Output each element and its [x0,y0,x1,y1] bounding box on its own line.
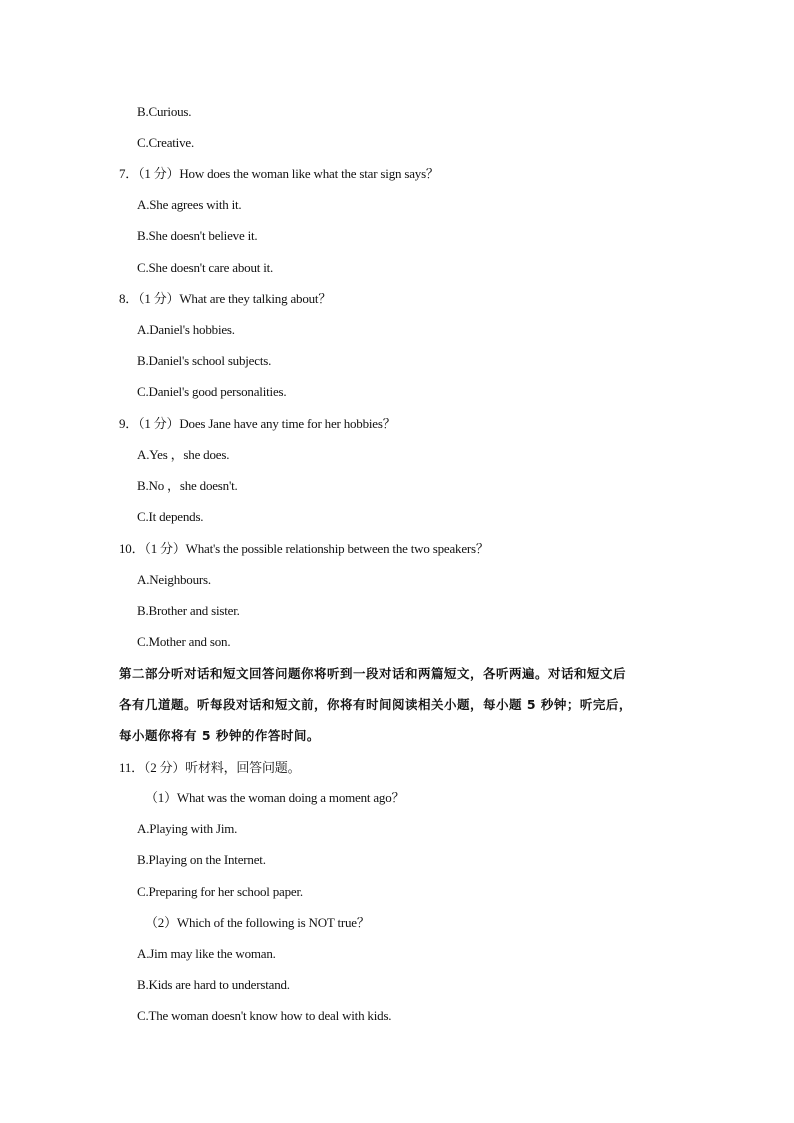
q11-sub2-option-a: A.Jim may like the woman. [137,946,276,961]
section2-instructions [119,658,679,751]
q8-option-c: C.Daniel's good personalities. [137,384,287,399]
q11-stem: 11．（2 分）听材料，回答问题。 [119,760,301,775]
q11-sub1-option-c: C.Preparing for her school paper. [137,884,303,899]
q11-sub2-option-b: B.Kids are hard to understand. [137,977,290,992]
q11-sub1-stem: （1）What was the woman doing a moment ago？ [145,790,405,805]
q9-option-c: C.It depends. [137,509,204,524]
q6-option-c: C.Creative. [137,135,195,150]
q7-option-a: A.She agrees with it. [137,197,242,212]
q10-option-b: B.Brother and sister. [137,603,240,618]
q10-option-a: A.Neighbours. [137,572,211,587]
q9-stem: 9．（1 分）Does Jane have any time for her hobbies？ [119,416,396,431]
q9-option-b: B.No ，she doesn't. [137,478,238,493]
q10-option-c: C.Mother and son. [137,634,231,649]
q7-option-c: C.She doesn't care about it. [137,260,274,275]
q11-sub2-option-c: C.The woman doesn't know how to deal with kids. [137,1008,392,1023]
section2-line-1: 第二部分听对话和短文回答问题你将听到一段对话和两篇短文，各听两遍。对话和短文后 [119,666,627,681]
q7-stem: 7．（1 分）How does the woman like what the star sign says？ [119,166,439,181]
q10-stem: 10．（1 分）What's the possible relationship between the two speakers？ [119,541,489,556]
q11-sub1-option-b: B.Playing on the Internet. [137,852,266,867]
q8-option-b: B.Daniel's school subjects. [137,353,272,368]
q11-sub1-option-a: A.Playing with Jim. [137,821,238,836]
section2-line-3: 每小题你将有 5 秒钟的作答时间。 [119,728,320,743]
q8-stem: 8．（1 分）What are they talking about？ [119,291,332,306]
q11-sub2-stem: （2）Which of the following is NOT true？ [145,915,370,930]
q7-option-b: B.She doesn't believe it. [137,228,258,243]
q6-option-b: B.Curious. [137,104,192,119]
q9-option-a: A.Yes ，she does. [137,447,230,462]
section2-line-2: 各有几道题。听每段对话和短文前，你将有时间阅读相关小题，每小题 5 秒钟；听完后， [119,697,632,712]
q8-option-a: A.Daniel's hobbies. [137,322,235,337]
